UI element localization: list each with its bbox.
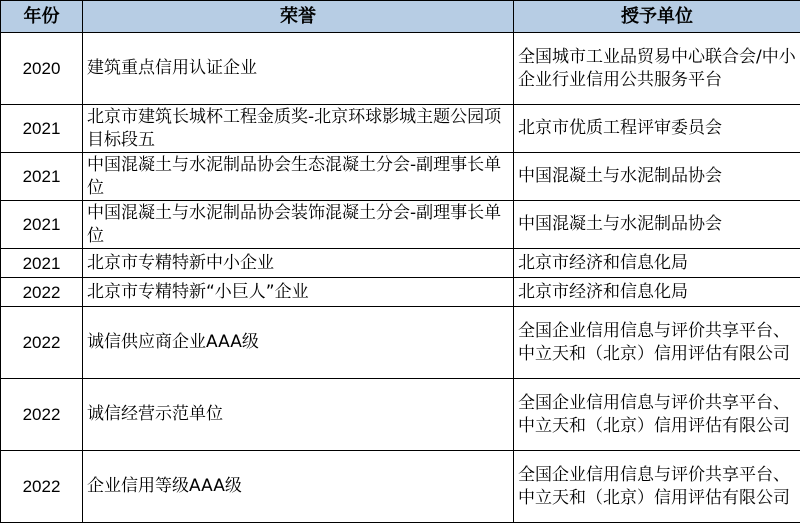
year-cell: 2022	[1, 379, 83, 451]
table-row	[1, 33, 800, 105]
year-cell: 2021	[1, 105, 83, 153]
table-row	[1, 278, 800, 307]
honor-cell: 中国混凝土与水泥制品协会生态混凝土分会-副理事长单位	[83, 153, 514, 201]
header-row	[1, 1, 800, 33]
table-row	[1, 451, 800, 523]
honor-cell: 企业信用等级AAA级	[83, 451, 514, 523]
org-cell: 全国企业信用信息与评价共享平台、中立天和（北京）信用评估有限公司	[514, 307, 800, 379]
org-cell: 全国城市工业品贸易中心联合会/中小企业行业信用公共服务平台	[514, 33, 800, 105]
table-body	[1, 33, 800, 523]
honor-cell: 建筑重点信用认证企业	[83, 33, 514, 105]
header-org: 授予单位	[514, 1, 800, 33]
org-cell: 全国企业信用信息与评价共享平台、中立天和（北京）信用评估有限公司	[514, 379, 800, 451]
honor-cell: 诚信供应商企业AAA级	[83, 307, 514, 379]
org-cell: 北京市优质工程评审委员会	[514, 105, 800, 153]
honor-cell: 北京市专精特新中小企业	[83, 249, 514, 278]
year-cell: 2022	[1, 278, 83, 307]
honor-cell: 诚信经营示范单位	[83, 379, 514, 451]
year-cell: 2021	[1, 201, 83, 249]
table-row	[1, 201, 800, 249]
header-honor: 荣誉	[83, 1, 514, 33]
table-row	[1, 379, 800, 451]
org-cell: 中国混凝土与水泥制品协会	[514, 153, 800, 201]
header-year: 年份	[1, 1, 83, 33]
table-row	[1, 105, 800, 153]
table-header	[1, 1, 800, 33]
table-row	[1, 307, 800, 379]
table-row	[1, 153, 800, 201]
year-cell: 2021	[1, 249, 83, 278]
table-row	[1, 249, 800, 278]
honor-cell: 北京市建筑长城杯工程金质奖-北京环球影城主题公园项目标段五	[83, 105, 514, 153]
year-cell: 2021	[1, 153, 83, 201]
org-cell: 北京市经济和信息化局	[514, 278, 800, 307]
year-cell: 2022	[1, 451, 83, 523]
org-cell: 北京市经济和信息化局	[514, 249, 800, 278]
year-cell: 2020	[1, 33, 83, 105]
year-cell: 2022	[1, 307, 83, 379]
org-cell: 全国企业信用信息与评价共享平台、中立天和（北京）信用评估有限公司	[514, 451, 800, 523]
honor-cell: 中国混凝土与水泥制品协会装饰混凝土分会-副理事长单位	[83, 201, 514, 249]
org-cell: 中国混凝土与水泥制品协会	[514, 201, 800, 249]
honor-cell: 北京市专精特新“小巨人”企业	[83, 278, 514, 307]
